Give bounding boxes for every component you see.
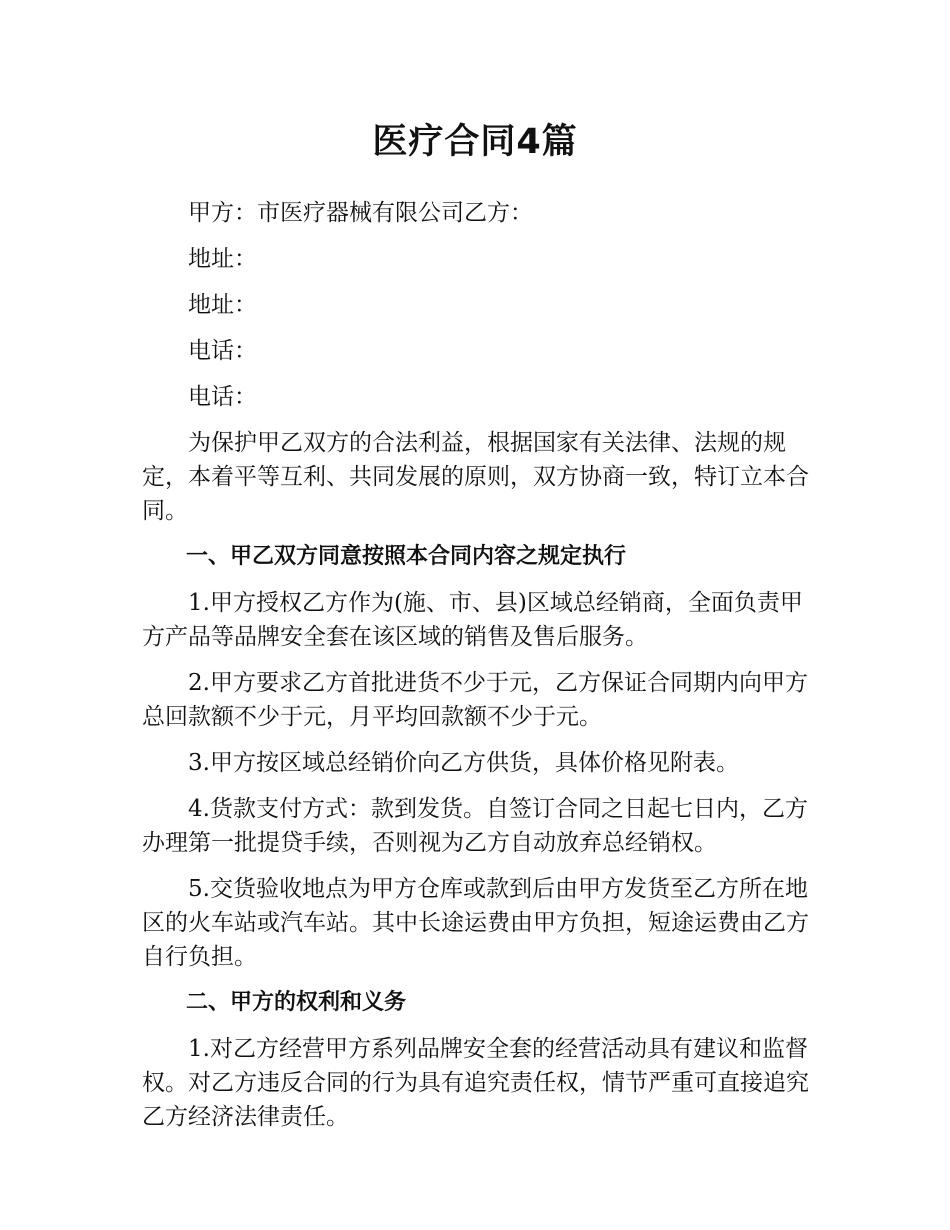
section-heading-2: 二、甲方的权利和义务 [186, 990, 407, 1015]
party-a-line: 甲方：市医疗器械有限公司乙方： [188, 200, 533, 226]
phone-line-2: 电话： [188, 384, 257, 410]
clause-1-4: 4.货款支付方式：款到发货。自签订合同之日起七日内，乙方办理第一批提贷手续，否则视为乙方自动放弃总经销权。 [142, 796, 808, 856]
clause-1-1: 1.甲方授权乙方作为(施、市、县)区域总经销商，全面负责甲方产品等品牌安全套在该区域的销售及售后服务。 [142, 590, 803, 650]
clause-1-2: 2.甲方要求乙方首批进货不少于元，乙方保证合同期内向甲方总回款额不少于元，月平均回款额不少于元。 [142, 670, 808, 730]
clause-1-3: 3.甲方按区域总经销价向乙方供货，具体价格见附表。 [188, 750, 739, 776]
document-title: 医疗合同4篇 [372, 122, 578, 162]
address-line-1: 地址： [188, 246, 257, 272]
clause-1-5: 5.交货验收地点为甲方仓库或款到后由甲方发货至乙方所在地区的火车站或汽车站。其中长途运费由甲方负担，短途运费由乙方自行负担。 [142, 876, 809, 970]
address-line-2: 地址： [188, 292, 257, 318]
preamble-paragraph: 为保护甲乙双方的合法利益，根据国家有关法律、法规的规定，本着平等互利、共同发展的原则，双方协商一致，特订立本合同。 [142, 430, 809, 524]
clause-2-1: 1.对乙方经营甲方系列品牌安全套的经营活动具有建议和监督权。对乙方违反合同的行为具有追究责任权，情节严重可直接追究乙方经济法律责任。 [142, 1036, 809, 1130]
phone-line-1: 电话： [188, 338, 257, 364]
section-heading-1: 一、甲乙双方同意按照本合同内容之规定执行 [186, 544, 627, 569]
document-body [142, 196, 812, 1146]
